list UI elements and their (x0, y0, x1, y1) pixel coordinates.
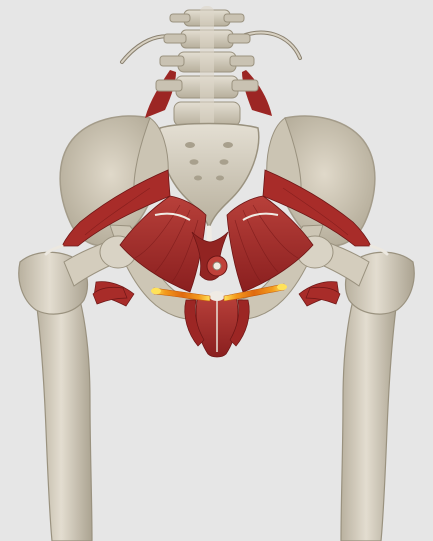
anal-opening (213, 262, 221, 270)
perineal-body (209, 291, 225, 301)
